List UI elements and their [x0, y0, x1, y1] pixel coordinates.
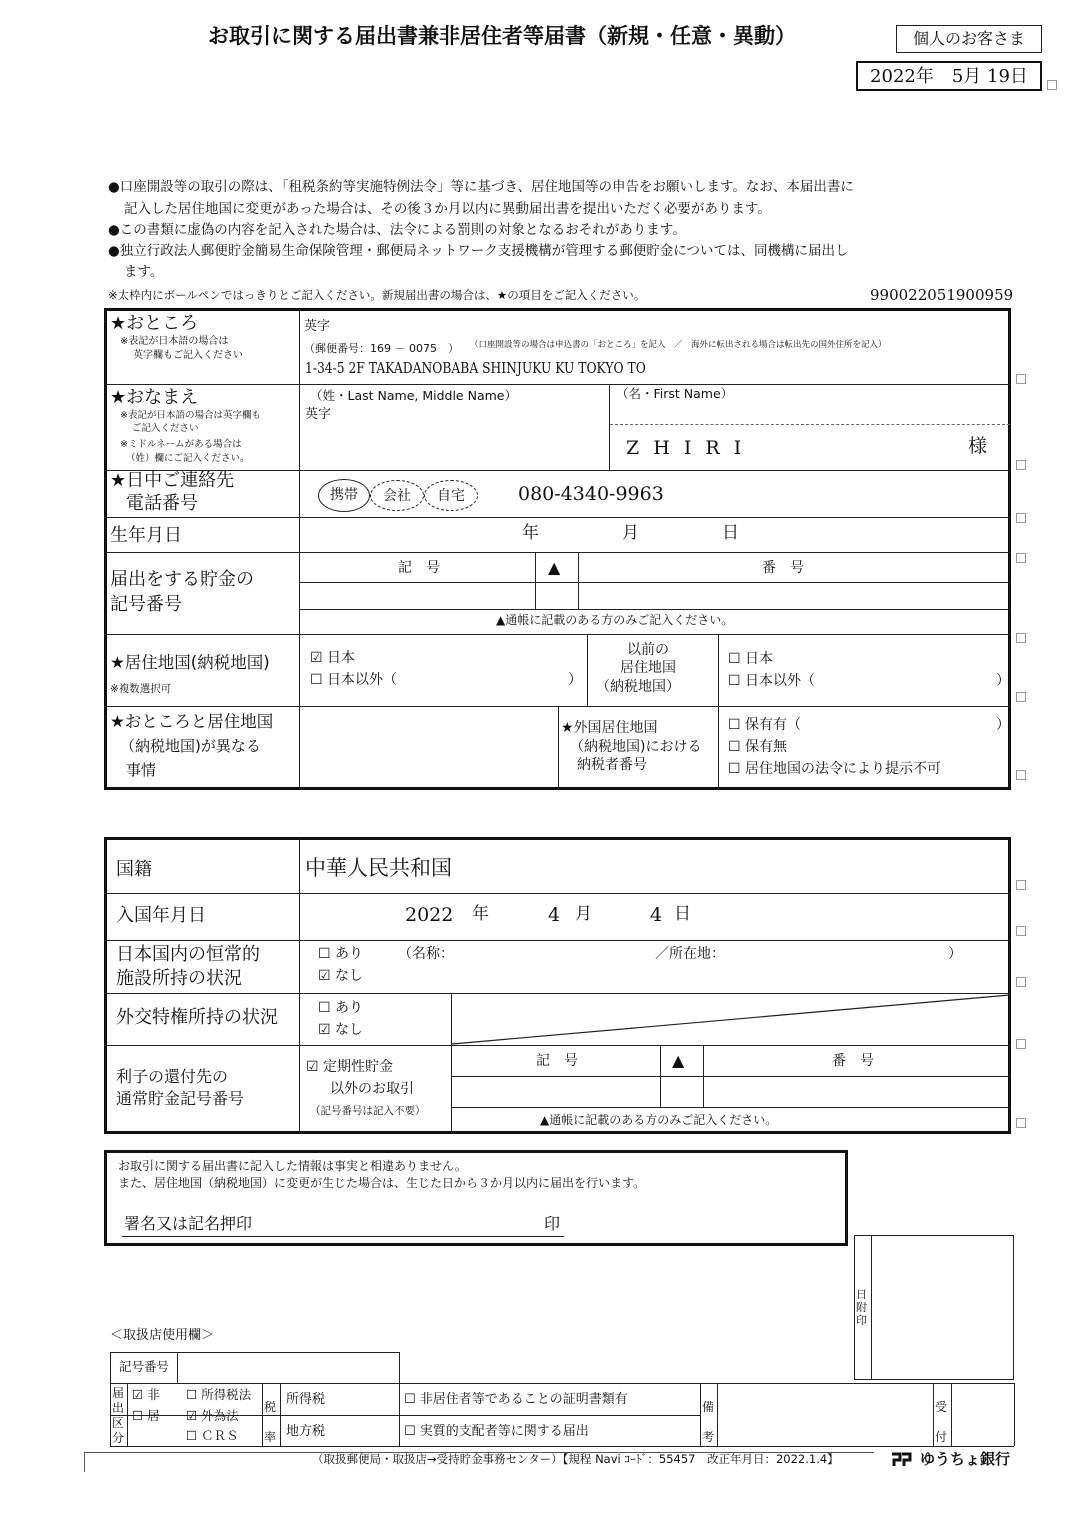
- residence-label: ★居住地国(納税地国): [110, 653, 270, 672]
- entry-year[interactable]: 2022: [405, 904, 454, 926]
- facility-label-1: 日本国内の恒常的: [116, 944, 260, 965]
- intro-bullet-1-cont: 記入した居住地国に変更があった場合は、その後３か月以内に異動届出書を提出いただく必要があります。: [124, 201, 771, 217]
- first-name-value[interactable]: Z H I R I: [626, 437, 746, 459]
- phone-type-company[interactable]: 会社: [370, 480, 424, 511]
- office-todoke-label: 届出区分: [112, 1386, 125, 1445]
- reason-label-1: ★おところと居住地国: [110, 712, 274, 731]
- refund-warning-icon: ▲: [672, 1051, 685, 1070]
- entry-month-unit: 月: [575, 904, 592, 924]
- office-kigo-label: 記号番号: [119, 1359, 170, 1374]
- office-owner-checkbox[interactable]: ☐ 実質的支配者等に関する届出: [404, 1424, 589, 1439]
- honorific: 様: [968, 435, 988, 457]
- office-income-tax-label: 所得税: [286, 1392, 326, 1407]
- phone-type-home[interactable]: 自宅: [424, 480, 478, 511]
- prev-residence-label-3: （納税地国）: [596, 679, 680, 695]
- nationality-value[interactable]: 中華人民共和国: [305, 856, 452, 880]
- customer-type-badge: 個人のお客さま: [896, 25, 1042, 53]
- phone-label-2: 電話番号: [126, 493, 198, 514]
- declaration-line-2: また、居住地国（納税地国）に変更が生じた場合は、生じた日から３か月以内に届出を行います。: [118, 1176, 646, 1190]
- margin-checkbox: [1047, 80, 1057, 90]
- savings-symbol-input[interactable]: [301, 584, 534, 608]
- savings-note: ▲通帳に記載のある方のみご記入ください。: [496, 613, 734, 627]
- birth-date-label: 生年月日: [110, 525, 182, 546]
- warning-icon: ▲: [548, 558, 561, 577]
- refund-symbol-header: 記 号: [536, 1053, 578, 1069]
- instruction-note: ※太枠内にボールペンではっきりとご記入ください。新規届出書の場合は、★の項目をご記入ください。: [108, 288, 646, 302]
- date-stamp-label: 日附印: [856, 1288, 867, 1327]
- tin-has-checkbox[interactable]: ☐ 保有有（: [728, 717, 802, 733]
- office-local-tax-label: 地方税: [286, 1424, 326, 1439]
- name-eiji-label: 英字: [305, 407, 332, 422]
- entry-year-unit: 年: [472, 904, 489, 924]
- residence-other-paren: ）: [568, 672, 582, 688]
- refund-number-header: 番 号: [832, 1053, 874, 1069]
- office-forex-checkbox[interactable]: ☑ 外為法: [186, 1408, 239, 1423]
- first-name-label: （名・First Name）: [616, 386, 734, 401]
- residence-other-checkbox[interactable]: ☐ 日本以外（: [310, 672, 398, 688]
- office-use-title: ＜取扱店使用欄＞: [110, 1328, 215, 1343]
- footer-text: （取扱郵便局・取扱店→受持貯金事務センター）【規程 Navi ｺｰﾄﾞ：55457 改正年月日：2022.1.4】: [312, 1452, 839, 1466]
- signature-label: 署名又は記名押印: [124, 1214, 253, 1233]
- refund-label-1: 利子の還付先の: [116, 1067, 229, 1086]
- entry-day-unit: 日: [674, 904, 691, 924]
- facility-label-2: 施設所持の状況: [116, 968, 242, 989]
- refund-number-input[interactable]: [705, 1078, 1008, 1106]
- bank-name: ゆうちょ銀行: [920, 1450, 1011, 1468]
- residence-sub: ※複数選択可: [110, 683, 172, 695]
- refund-note: ▲通帳に記載のある方のみご記入ください。: [540, 1113, 778, 1127]
- savings-label-1: 届出をする貯金の: [110, 569, 254, 590]
- birth-year-unit: 年: [522, 523, 539, 543]
- name-note-4: （姓）欄にご記入ください。: [126, 453, 250, 464]
- birth-day-unit: 日: [722, 523, 739, 543]
- name-note-3: ※ミドルネームがある場合は: [120, 439, 242, 450]
- prev-other-paren: ）: [996, 673, 1010, 689]
- refund-symbol-input[interactable]: [453, 1078, 659, 1106]
- diplomat-yes-checkbox[interactable]: ☐ あり: [318, 1000, 364, 1016]
- address-note-2: 英字欄もご記入ください: [133, 350, 243, 361]
- savings-symbol-header: 記 号: [398, 560, 440, 576]
- savings-number-header: 番 号: [762, 560, 804, 576]
- savings-number-input[interactable]: [580, 584, 1008, 608]
- nationality-label: 国籍: [116, 859, 152, 880]
- last-name-label: （姓・Last Name, Middle Name）: [310, 388, 517, 403]
- phone-type-mobile[interactable]: 携帯: [318, 479, 370, 512]
- tin-label-1: ★外国居住地国: [561, 720, 658, 736]
- page-title: お取引に関する届出書兼非居住者等届書（新規・任意・異動）: [208, 24, 796, 48]
- prev-residence-label-1: 以前の: [627, 642, 669, 658]
- entry-date-label: 入国年月日: [116, 905, 206, 926]
- name-label: ★おなまえ: [110, 387, 199, 408]
- residence-japan-checkbox[interactable]: ☑ 日本: [310, 650, 356, 666]
- refund-opt-3: （記号番号は記入不要）: [310, 1105, 426, 1117]
- tin-has-paren: ）: [996, 717, 1010, 733]
- signature-line[interactable]: [122, 1236, 564, 1237]
- form-number: 990022051900959: [870, 286, 1014, 304]
- declaration-line-1: お取引に関する届出書に記入した情報は事実と相違ありません。: [118, 1159, 467, 1173]
- address-eiji-label: 英字: [304, 319, 331, 334]
- facility-location-label: ／所在地：: [655, 946, 725, 962]
- name-note-2: ご記入ください: [132, 423, 199, 434]
- facility-yes-checkbox[interactable]: ☐ あり: [318, 946, 364, 962]
- postal-code[interactable]: （郵便番号：169 － 0075 ）: [304, 342, 459, 355]
- office-income-tax-checkbox[interactable]: ☐ 所得税法: [186, 1387, 252, 1402]
- prev-other-checkbox[interactable]: ☐ 日本以外（: [728, 673, 816, 689]
- facility-paren: ）: [948, 946, 962, 962]
- refund-opt-2: 以外のお取引: [330, 1081, 414, 1097]
- savings-label-2: 記号番号: [110, 594, 182, 615]
- entry-month[interactable]: 4: [548, 904, 561, 926]
- prev-residence-label-2: 居住地国: [620, 660, 676, 676]
- birth-month-unit: 月: [622, 523, 639, 543]
- date-field[interactable]: 2022年 5月 19日: [856, 61, 1042, 91]
- refund-time-deposit-checkbox[interactable]: ☑ 定期性貯金: [306, 1059, 394, 1075]
- diplomat-label: 外交特権所持の状況: [116, 1007, 278, 1028]
- postal-note: （口座開設等の場合は申込書の「おところ」を記入 ／ 海外に転出される場合は転出先の国外住所を記入）: [470, 340, 887, 350]
- refund-label-2: 通常貯金記号番号: [116, 1089, 245, 1108]
- seal-mark: 印: [544, 1214, 561, 1233]
- name-note-1: ※表記が日本語の場合は英字欄も: [120, 410, 261, 421]
- entry-day[interactable]: 4: [650, 904, 663, 926]
- tin-none-checkbox[interactable]: ☐ 保有無: [728, 739, 788, 755]
- office-non-resident-checkbox[interactable]: ☑ 非: [132, 1387, 160, 1402]
- office-remarks-label: 備考: [702, 1400, 715, 1444]
- phone-label-1: ★日中ご連絡先: [110, 470, 235, 491]
- office-crs-checkbox[interactable]: ☐ ＣＲＳ: [186, 1428, 239, 1443]
- intro-bullet-3: ●独立行政法人郵便貯金簡易生命保険管理・郵便局ネットワーク支援機構が管理する郵便貯金については、同機構に届出し: [108, 243, 849, 259]
- address-value[interactable]: 1-34-5 2F TAKADANOBABA SHINJUKU KU TOKYO TO: [305, 359, 646, 377]
- diplomat-strike-line: [452, 994, 1010, 1045]
- facility-no-checkbox[interactable]: ☑ なし: [318, 968, 364, 984]
- office-reception-label: 受付: [935, 1400, 948, 1444]
- office-resident-checkbox[interactable]: ☐ 居: [132, 1408, 160, 1423]
- office-tax-rate-label: 税率: [264, 1400, 277, 1444]
- intro-bullet-1: ●口座開設等の取引の際は、「租税条約等実施特例法令」等に基づき、居住地国等の申告をお願いします。なお、本届出書に: [108, 179, 854, 195]
- reason-label-3: 事情: [126, 761, 157, 779]
- facility-name-label: （名称：: [398, 946, 454, 962]
- prev-japan-checkbox[interactable]: ☐ 日本: [728, 651, 774, 667]
- phone-value[interactable]: 080-4340-9963: [518, 483, 664, 505]
- tin-not-provided-checkbox[interactable]: ☐ 居住地国の法令により提示不可: [728, 761, 942, 777]
- reason-input[interactable]: [301, 708, 556, 788]
- address-note-1: ※表記が日本語の場合は: [120, 336, 229, 347]
- office-cert-checkbox[interactable]: ☐ 非居住者等であることの証明書類有: [404, 1392, 628, 1407]
- intro-bullet-2: ●この書類に虚偽の内容を記入された場合は、法令による罰則の対象となるおそれがあります。: [108, 222, 686, 238]
- tin-label-3: 納税者番号: [577, 757, 647, 773]
- diplomat-no-checkbox[interactable]: ☑ なし: [318, 1022, 364, 1038]
- intro-bullet-3-cont: ます。: [124, 264, 164, 280]
- jp-bank-logo-icon: [890, 1452, 914, 1470]
- reason-label-2: （納税地国)が異なる: [120, 737, 261, 755]
- address-label: ★おところ: [110, 313, 199, 334]
- tin-label-2: （納税地国)における: [570, 739, 702, 755]
